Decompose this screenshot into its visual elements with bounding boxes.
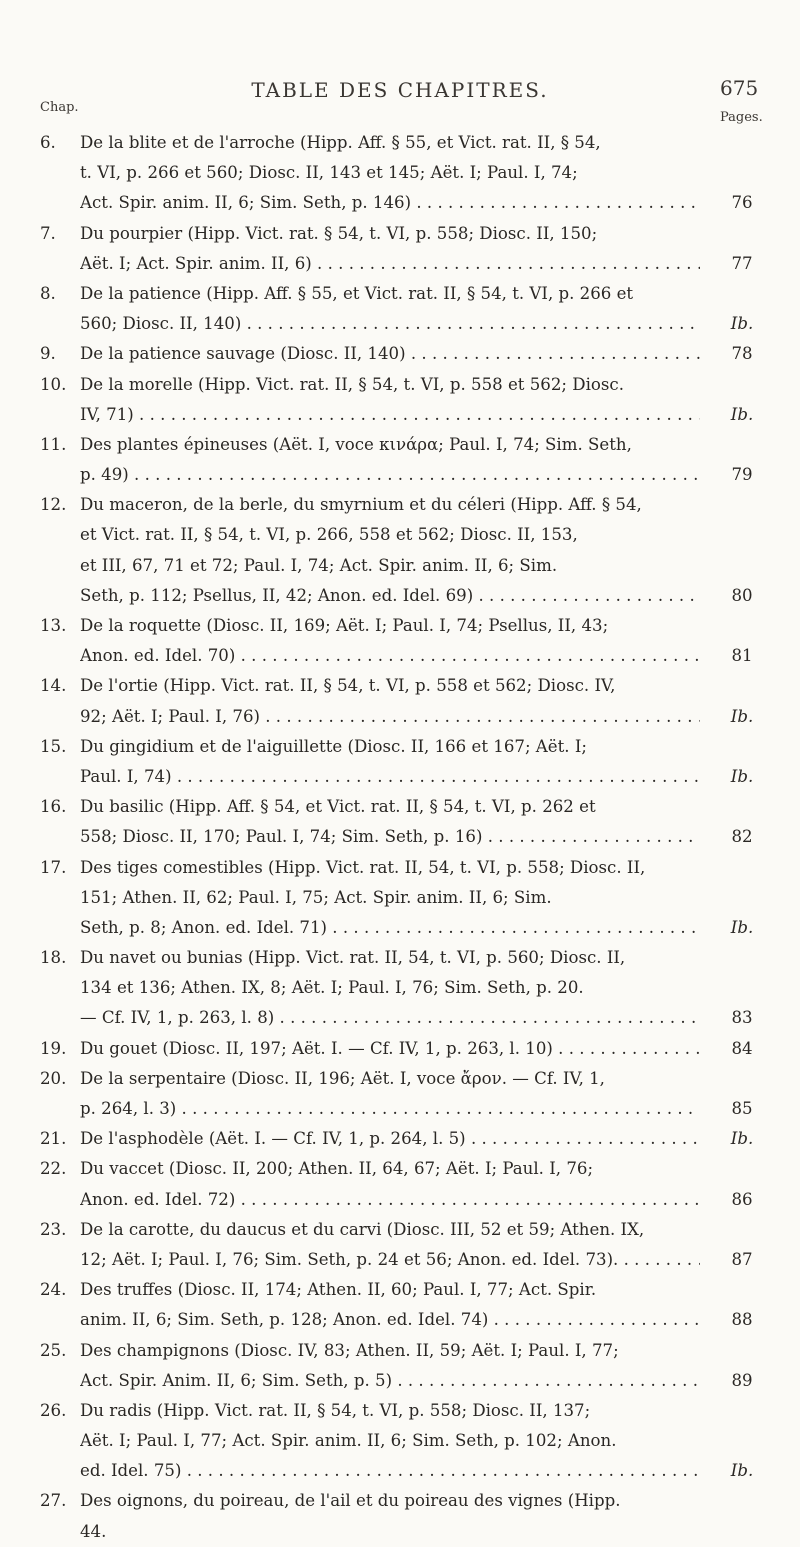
entry-text: Seth, p. 8; Anon. ed. Idel. 71) . . . [80, 913, 700, 943]
toc-entry-line [40, 1034, 770, 1064]
toc-entry [40, 1064, 770, 1124]
entry-text: Anon. ed. Idel. 72) . . . [80, 1185, 700, 1215]
toc-entry [40, 732, 770, 792]
entry-text: Aët. I; Act. Spir. anim. II, 6) . . . [80, 249, 700, 279]
entry-text: anim. II, 6; Sim. Seth, p. 128; Anon. ed. Idel. 74) . . . [80, 1305, 700, 1335]
toc-entry-line [40, 188, 770, 218]
entry-text: Des plantes épineuses (Aët. I, voce κινάρα; Paul. I, 74; Sim. Seth, [80, 434, 632, 454]
toc-entry-line [40, 1486, 770, 1516]
chapter-number: 11. [40, 434, 67, 454]
toc-entry-line [40, 400, 770, 430]
toc-entry [40, 430, 770, 490]
page-reference: 88 [731, 1310, 753, 1330]
chapter-number: 19. [40, 1038, 67, 1058]
toc-entry-line [40, 1124, 770, 1154]
toc-entry [40, 792, 770, 852]
toc-entry-line [40, 762, 770, 792]
page-reference: 89 [731, 1370, 753, 1390]
toc-entry-line [40, 973, 770, 1003]
entry-text: Anon. ed. Idel. 70) . . . [80, 641, 700, 671]
entry-text: 558; Diosc. II, 170; Paul. I, 74; Sim. Seth, p. 16) . . . [80, 822, 700, 852]
toc-entry [40, 1396, 770, 1487]
chapter-number: 7. [40, 223, 56, 243]
toc-entry-line [40, 1003, 770, 1033]
toc-entry [40, 853, 770, 944]
entry-text: De l'asphodèle (Aët. I. — Cf. IV, 1, p. 264, l. 5) . . . [80, 1124, 700, 1154]
toc-entry [40, 943, 770, 1034]
toc-entry-line [40, 249, 770, 279]
toc-entry-line [40, 1154, 770, 1184]
toc-entry-line [40, 309, 770, 339]
toc-entry-line [40, 822, 770, 852]
toc-entry-line [40, 219, 770, 249]
entry-text: De la patience (Hipp. Aff. § 55, et Vict. rat. II, § 54, t. VI, p. 266 et [80, 283, 634, 303]
toc-entry-line [40, 551, 770, 581]
entry-text: De la patience sauvage (Diosc. II, 140) . . . [80, 339, 700, 369]
toc-entry-line [40, 1456, 770, 1486]
entry-text: De la morelle (Hipp. Vict. rat. II, § 54, t. VI, p. 558 et 562; Diosc. [80, 374, 624, 394]
entry-text: Du gouet (Diosc. II, 197; Aët. I. — Cf. IV, 1, p. 263, l. 10) . . . [80, 1034, 700, 1064]
toc-entry-line [40, 1396, 770, 1426]
toc-entry-line [40, 490, 770, 520]
toc-entry [40, 1275, 770, 1335]
chapter-number: 8. [40, 283, 56, 303]
page-reference: Ib. [730, 917, 754, 937]
entry-text: Du gingidium et de l'aiguillette (Diosc. II, 166 et 167; Aët. I; [80, 736, 587, 756]
chapter-number: 22. [40, 1159, 67, 1179]
chapter-number: 21. [40, 1129, 67, 1149]
chapter-number: 14. [40, 676, 67, 696]
entry-text: 12; Aët. I; Paul. I, 76; Sim. Seth, p. 24 et 56; Anon. ed. Idel. 73). . . . [80, 1245, 700, 1275]
toc-entry [40, 1215, 770, 1275]
toc-entry [40, 339, 770, 369]
toc-entry-line [40, 520, 770, 550]
toc-entry-line [40, 430, 770, 460]
toc-entry [40, 671, 770, 731]
toc-entry-line [40, 702, 770, 732]
toc-entry-line [40, 883, 770, 913]
page-reference: Ib. [730, 404, 754, 424]
toc-entry-line [40, 1215, 770, 1245]
page-reference: 80 [731, 585, 753, 605]
entry-text: Des champignons (Diosc. IV, 83; Athen. II, 59; Aët. I; Paul. I, 77; [80, 1340, 619, 1360]
entry-text: De la serpentaire (Diosc. II, 196; Aët. I, voce ἄρον. — Cf. IV, 1, [80, 1068, 605, 1088]
entry-text: Seth, p. 112; Psellus, II, 42; Anon. ed. Idel. 69) . . . [80, 581, 700, 611]
entry-text: 560; Diosc. II, 140) . . . [80, 309, 700, 339]
toc-entry-line [40, 1094, 770, 1124]
toc-entry [40, 1034, 770, 1064]
running-title: TABLE DES CHAPITRES. [251, 78, 549, 102]
page-reference: 79 [731, 465, 753, 485]
toc-entry-line [40, 1275, 770, 1305]
toc-entry-line [40, 1517, 770, 1547]
toc-entry-line [40, 339, 770, 369]
toc-entry-line [40, 913, 770, 943]
entry-text: 44. [80, 1521, 107, 1541]
entry-text: De la blite et de l'arroche (Hipp. Aff. § 55, et Vict. rat. II, § 54, [80, 133, 601, 152]
table-of-contents [40, 128, 770, 1547]
toc-entry-line [40, 279, 770, 309]
entry-text: ed. Idel. 75) . . . [80, 1456, 700, 1486]
page-reference: 76 [731, 193, 753, 213]
page-reference: 77 [731, 253, 753, 273]
entry-text: Aët. I; Paul. I, 77; Act. Spir. anim. II, 6; Sim. Seth, p. 102; Anon. [80, 1431, 617, 1451]
toc-entry [40, 279, 770, 339]
page-reference: 84 [731, 1038, 753, 1058]
entry-text: Du vaccet (Diosc. II, 200; Athen. II, 64, 67; Aët. I; Paul. I, 76; [80, 1159, 594, 1179]
chapter-number: 27. [40, 1491, 67, 1511]
toc-entry [40, 1486, 770, 1546]
entry-text: 151; Athen. II, 62; Paul. I, 75; Act. Spir. anim. II, 6; Sim. [80, 887, 552, 907]
toc-entry-line [40, 581, 770, 611]
toc-entry [40, 128, 770, 219]
entry-text: p. 49) . . . [80, 460, 700, 490]
page-reference: 78 [731, 344, 753, 364]
chapter-number: 15. [40, 736, 67, 756]
entry-text: Des oignons, du poireau, de l'ail et du poireau des vignes (Hipp. [80, 1491, 621, 1511]
chapter-number: 6. [40, 133, 56, 152]
entry-text: Des truffes (Diosc. II, 174; Athen. II, 60; Paul. I, 77; Act. Spir. [80, 1280, 597, 1300]
entry-text: et III, 67, 71 et 72; Paul. I, 74; Act. Spir. anim. II, 6; Sim. [80, 555, 558, 575]
toc-entry-line [40, 611, 770, 641]
page-number: 675 [720, 76, 759, 100]
toc-entry-line [40, 460, 770, 490]
chapter-number: 20. [40, 1068, 67, 1088]
entry-text: t. VI, p. 266 et 560; Diosc. II, 143 et 145; Aët. I; Paul. I, 74; [80, 163, 578, 183]
toc-entry-line [40, 1305, 770, 1335]
toc-entry [40, 219, 770, 279]
entry-text: De la carotte, du daucus et du carvi (Diosc. III, 52 et 59; Athen. IX, [80, 1219, 645, 1239]
toc-entry-line [40, 370, 770, 400]
page-reference: Ib. [730, 1461, 754, 1481]
chapter-number: 23. [40, 1219, 67, 1239]
chapter-number: 18. [40, 948, 67, 968]
toc-entry [40, 1154, 770, 1214]
page-reference: 87 [731, 1249, 753, 1269]
page-reference: 86 [731, 1189, 753, 1209]
chapter-number: 12. [40, 495, 67, 515]
page-reference: 85 [731, 1099, 753, 1118]
chapter-number: 26. [40, 1400, 67, 1420]
page-reference: Ib. [730, 1129, 754, 1149]
entry-text: De l'ortie (Hipp. Vict. rat. II, § 54, t. VI, p. 558 et 562; Diosc. IV, [80, 676, 616, 696]
toc-entry-line [40, 1336, 770, 1366]
entry-text: Du navet ou bunias (Hipp. Vict. rat. II, 54, t. VI, p. 560; Diosc. II, [80, 948, 626, 968]
page-reference: 82 [731, 827, 753, 847]
entry-text: De la roquette (Diosc. II, 169; Aët. I; Paul. I, 74; Psellus, II, 43; [80, 616, 609, 635]
page-reference: Ib. [730, 706, 754, 726]
chapter-number: 9. [40, 344, 56, 364]
toc-entry-line [40, 1366, 770, 1396]
toc-entry-line [40, 1245, 770, 1275]
entry-text: Du maceron, de la berle, du smyrnium et du céleri (Hipp. Aff. § 54, [80, 495, 642, 515]
chapter-column-label: Chap. [40, 100, 79, 115]
entry-text: Des tiges comestibles (Hipp. Vict. rat. II, 54, t. VI, p. 558; Diosc. II, [80, 857, 646, 877]
entry-text: Du basilic (Hipp. Aff. § 54, et Vict. rat. II, § 54, t. VI, p. 262 et [80, 797, 596, 817]
page-reference: 81 [731, 646, 753, 666]
chapter-number: 13. [40, 616, 67, 635]
entry-text: Paul. I, 74) . . . [80, 762, 700, 792]
page-reference: Ib. [730, 766, 754, 786]
pages-column-label: Pages. [720, 110, 763, 125]
toc-entry-line [40, 1064, 770, 1094]
entry-text: Act. Spir. Anim. II, 6; Sim. Seth, p. 5) . . . [80, 1366, 700, 1396]
toc-entry-line [40, 671, 770, 701]
toc-entry-line [40, 943, 770, 973]
toc-entry-line [40, 641, 770, 671]
page-reference: Ib. [730, 314, 754, 334]
entry-text: Du radis (Hipp. Vict. rat. II, § 54, t. VI, p. 558; Diosc. II, 137; [80, 1400, 591, 1420]
toc-entry-line [40, 158, 770, 188]
toc-entry-line [40, 1426, 770, 1456]
entry-text: p. 264, l. 3) . . . [80, 1094, 700, 1124]
toc-entry-line [40, 732, 770, 762]
toc-entry-line [40, 1185, 770, 1215]
chapter-number: 25. [40, 1340, 67, 1360]
entry-text: 92; Aët. I; Paul. I, 76) . . . [80, 702, 700, 732]
chapter-number: 24. [40, 1280, 67, 1300]
toc-entry [40, 370, 770, 430]
entry-text: Du pourpier (Hipp. Vict. rat. § 54, t. VI, p. 558; Diosc. II, 150; [80, 223, 598, 243]
entry-text: — Cf. IV, 1, p. 263, l. 8) . . . [80, 1003, 700, 1033]
chapter-number: 16. [40, 797, 67, 817]
toc-entry [40, 1336, 770, 1396]
toc-entry-line [40, 853, 770, 883]
chapter-number: 17. [40, 857, 67, 877]
toc-entry [40, 611, 770, 671]
page-reference: 83 [731, 1008, 753, 1028]
toc-entry-line [40, 792, 770, 822]
chapter-number: 10. [40, 374, 67, 394]
entry-text: Act. Spir. anim. II, 6; Sim. Seth, p. 146) . . . [80, 188, 700, 218]
entry-text: 134 et 136; Athen. IX, 8; Aët. I; Paul. I, 76; Sim. Seth, p. 20. [80, 978, 584, 998]
toc-entry-line [40, 128, 770, 158]
toc-entry [40, 490, 770, 611]
entry-text: et Vict. rat. II, § 54, t. VI, p. 266, 558 et 562; Diosc. II, 153, [80, 525, 578, 545]
entry-text: IV, 71) . . . [80, 400, 700, 430]
toc-entry [40, 1124, 770, 1154]
